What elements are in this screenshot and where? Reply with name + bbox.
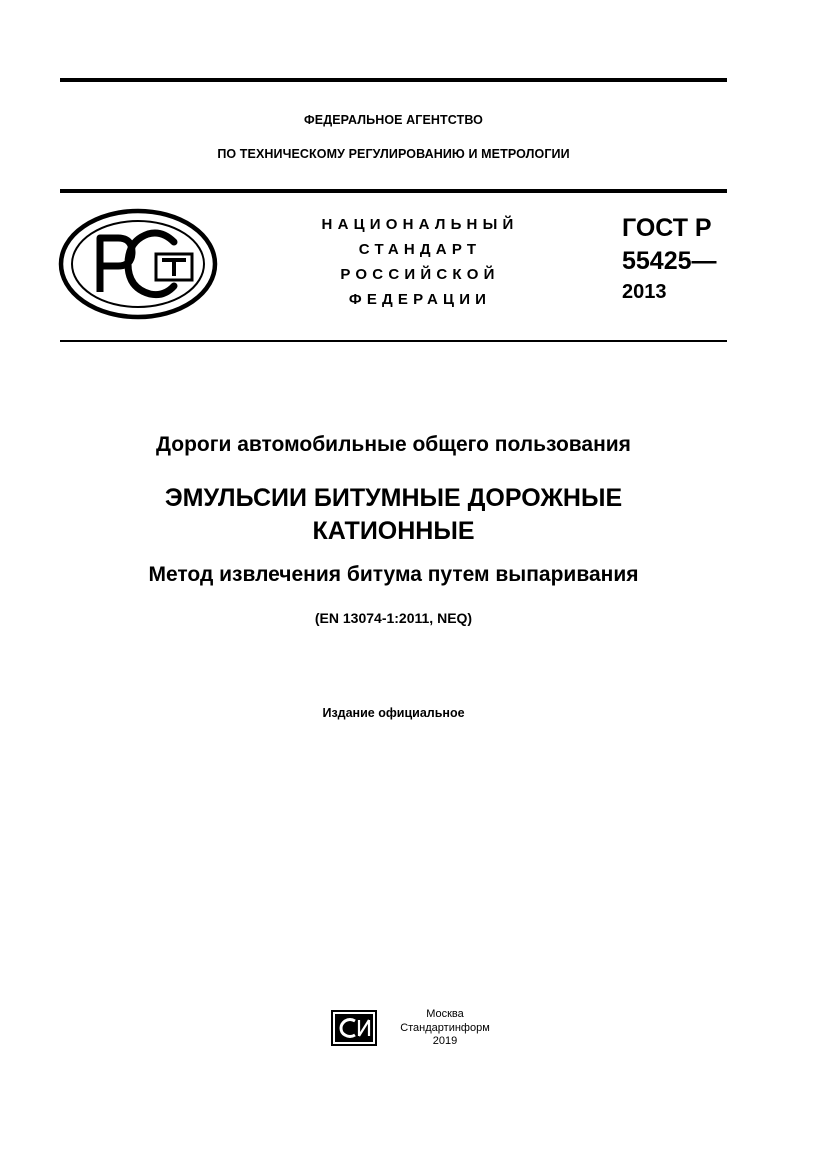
standartinform-logo-icon <box>331 1010 377 1046</box>
national-standard-line2: СТАНДАРТ <box>358 241 482 258</box>
publisher-city: Москва <box>426 1008 464 1020</box>
national-standard-line1: НАЦИОНАЛЬНЫЙ <box>321 216 519 233</box>
agency-name-line2: ПО ТЕХНИЧЕСКОМУ РЕГУЛИРОВАНИЮ И МЕТРОЛОГИИ <box>217 147 570 161</box>
national-standard-line4: ФЕДЕРАЦИИ <box>348 291 492 308</box>
designation-year: 2013 <box>622 281 667 303</box>
header-bottom-rule <box>60 340 727 342</box>
publisher-imprint <box>400 1008 490 1049</box>
agency-name-line1: ФЕДЕРАЛЬНОЕ АГЕНТСТВО <box>304 113 483 127</box>
publisher-name: Стандартинформ <box>400 1021 490 1034</box>
designation-line2: 55425— <box>622 247 717 275</box>
edition-note: Издание официальное <box>322 706 465 720</box>
document-subtitle: Метод извлечения битума путем выпаривания <box>148 563 639 586</box>
designation-line1: ГОСТ Р <box>622 214 712 242</box>
national-standard-line3: РОССИЙСКОЙ <box>340 266 500 283</box>
rst-certification-mark-icon <box>58 208 218 320</box>
header-rule <box>60 189 727 193</box>
top-rule <box>60 78 727 82</box>
standard-designation <box>622 212 717 306</box>
international-reference: (EN 13074-1:2011, NEQ) <box>314 610 473 626</box>
document-title-line1: ЭМУЛЬСИИ БИТУМНЫЕ ДОРОЖНЫЕ <box>164 484 623 512</box>
publication-year: 2019 <box>432 1035 458 1047</box>
national-standard-block <box>300 212 540 312</box>
document-title-line2: КАТИОННЫЕ <box>312 517 475 545</box>
document-title <box>60 482 727 548</box>
document-subject: Дороги автомобильные общего пользования <box>156 433 631 456</box>
